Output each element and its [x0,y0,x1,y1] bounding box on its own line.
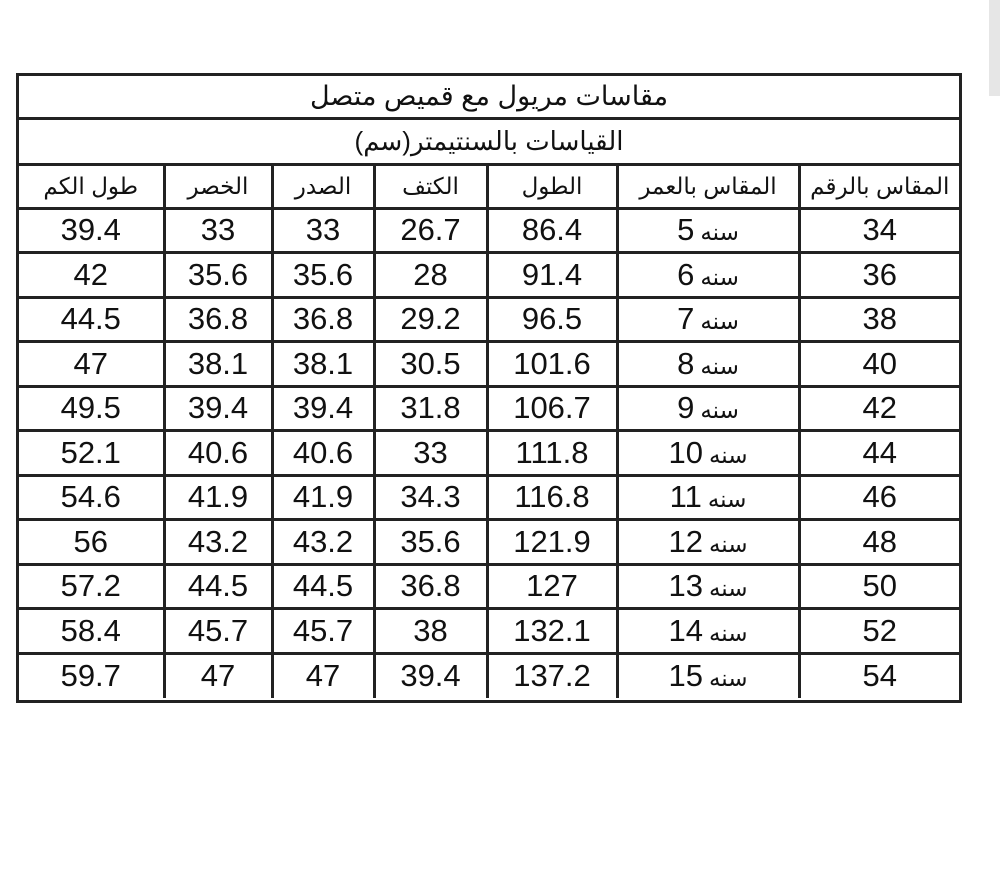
table-subtitle: القياسات بالسنتيمتر(سم) [19,120,959,166]
cell-shoulder: 35.6 [374,520,487,565]
age-word: سنه [700,308,739,335]
table-row [19,431,959,476]
cell-waist: 41.9 [164,475,272,520]
cell-chest: 39.4 [272,386,374,431]
cell-sleeve-length: 49.5 [19,386,164,431]
scrollbar-edge [989,0,1000,96]
cell-size-by-number: 48 [799,520,959,565]
cell-shoulder: 38 [374,609,487,654]
age-word: سنه [708,665,748,691]
cell-length: 121.9 [487,520,617,565]
age-number: 10 [668,434,703,470]
age-number: 7 [677,301,695,337]
cell-chest: 36.8 [272,297,374,342]
age-word: سنه [700,352,739,379]
age-word: سنه [700,397,739,424]
cell-chest: 47 [272,653,374,698]
cell-sleeve-length: 56 [19,520,164,565]
header-row [19,166,959,208]
cell-shoulder: 36.8 [374,564,487,609]
age-number: 15 [668,658,703,693]
cell-chest: 33 [272,208,374,253]
cell-size-by-number: 42 [799,386,959,431]
cell-size-by-age [617,520,799,565]
cell-chest: 38.1 [272,342,374,387]
cell-size-by-age [617,564,799,609]
table-row [19,609,959,654]
cell-waist: 45.7 [164,609,272,654]
age-word: سنه [708,441,748,468]
cell-waist: 36.8 [164,297,272,342]
cell-shoulder: 30.5 [374,342,487,387]
cell-chest: 35.6 [272,253,374,298]
cell-sleeve-length: 54.6 [19,475,164,520]
cell-sleeve-length: 42 [19,253,164,298]
cell-size-by-number: 52 [799,609,959,654]
header-size-by-number: المقاس بالرقم [799,166,959,208]
age-number: 11 [669,479,702,515]
age-number: 6 [677,256,695,292]
cell-size-by-age [617,386,799,431]
cell-length: 132.1 [487,609,617,654]
header-chest: الصدر [272,166,374,208]
cell-length: 106.7 [487,386,617,431]
cell-waist: 43.2 [164,520,272,565]
cell-length: 116.8 [487,475,617,520]
table-row [19,208,959,253]
cell-length: 127 [487,564,617,609]
age-number: 5 [677,212,695,248]
cell-size-by-age [617,475,799,520]
cell-size-by-number: 44 [799,431,959,476]
cell-size-by-number: 54 [799,653,959,698]
cell-size-by-age [617,609,799,654]
age-word: سنه [708,530,748,557]
age-word: سنه [708,575,748,602]
cell-length: 96.5 [487,297,617,342]
cell-shoulder: 33 [374,431,487,476]
cell-size-by-number: 46 [799,475,959,520]
cell-size-by-age [617,431,799,476]
cell-sleeve-length: 58.4 [19,609,164,654]
cell-chest: 43.2 [272,520,374,565]
cell-chest: 45.7 [272,609,374,654]
header-waist: الخصر [164,166,272,208]
cell-sleeve-length: 57.2 [19,564,164,609]
size-chart-table [16,73,962,703]
age-word: سنه [700,219,739,246]
cell-waist: 40.6 [164,431,272,476]
cell-chest: 41.9 [272,475,374,520]
cell-shoulder: 26.7 [374,208,487,253]
cell-shoulder: 29.2 [374,297,487,342]
cell-size-by-age [617,253,799,298]
cell-size-by-number: 36 [799,253,959,298]
table-row [19,564,959,609]
cell-length: 91.4 [487,253,617,298]
cell-shoulder: 39.4 [374,653,487,698]
header-length: الطول [487,166,617,208]
header-sleeve-length: طول الكم [19,166,164,208]
cell-shoulder: 34.3 [374,475,487,520]
age-word: سنه [707,486,747,513]
cell-waist: 39.4 [164,386,272,431]
cell-length: 86.4 [487,208,617,253]
cell-waist: 47 [164,653,272,698]
table-row [19,342,959,387]
table-title: مقاسات مريول مع قميص متصل [19,76,959,120]
table-row [19,520,959,565]
cell-waist: 35.6 [164,253,272,298]
cell-size-by-number: 50 [799,564,959,609]
cell-size-by-number: 38 [799,297,959,342]
table-row [19,253,959,298]
size-grid [19,166,959,698]
age-number: 14 [668,612,703,648]
cell-chest: 44.5 [272,564,374,609]
cell-waist: 38.1 [164,342,272,387]
cell-shoulder: 28 [374,253,487,298]
cell-length: 101.6 [487,342,617,387]
cell-sleeve-length: 47 [19,342,164,387]
table-row [19,475,959,520]
cell-sleeve-length: 52.1 [19,431,164,476]
cell-size-by-age [617,653,799,698]
cell-size-by-age [617,208,799,253]
cell-length: 137.2 [487,653,617,698]
cell-size-by-age [617,342,799,387]
cell-sleeve-length: 39.4 [19,208,164,253]
age-word: سنه [700,263,739,290]
age-number: 13 [668,568,703,604]
age-number: 9 [677,390,695,426]
header-size-by-age: المقاس بالعمر [617,166,799,208]
age-number: 12 [668,523,703,559]
age-word: سنه [708,619,748,646]
cell-chest: 40.6 [272,431,374,476]
cell-size-by-number: 40 [799,342,959,387]
table-row [19,653,959,698]
cell-waist: 44.5 [164,564,272,609]
cell-shoulder: 31.8 [374,386,487,431]
cell-waist: 33 [164,208,272,253]
table-row [19,297,959,342]
cell-sleeve-length: 59.7 [19,653,164,698]
cell-size-by-age [617,297,799,342]
header-shoulder: الكتف [374,166,487,208]
cell-sleeve-length: 44.5 [19,297,164,342]
age-number: 8 [677,345,695,381]
cell-size-by-number: 34 [799,208,959,253]
table-row [19,386,959,431]
cell-length: 111.8 [487,431,617,476]
